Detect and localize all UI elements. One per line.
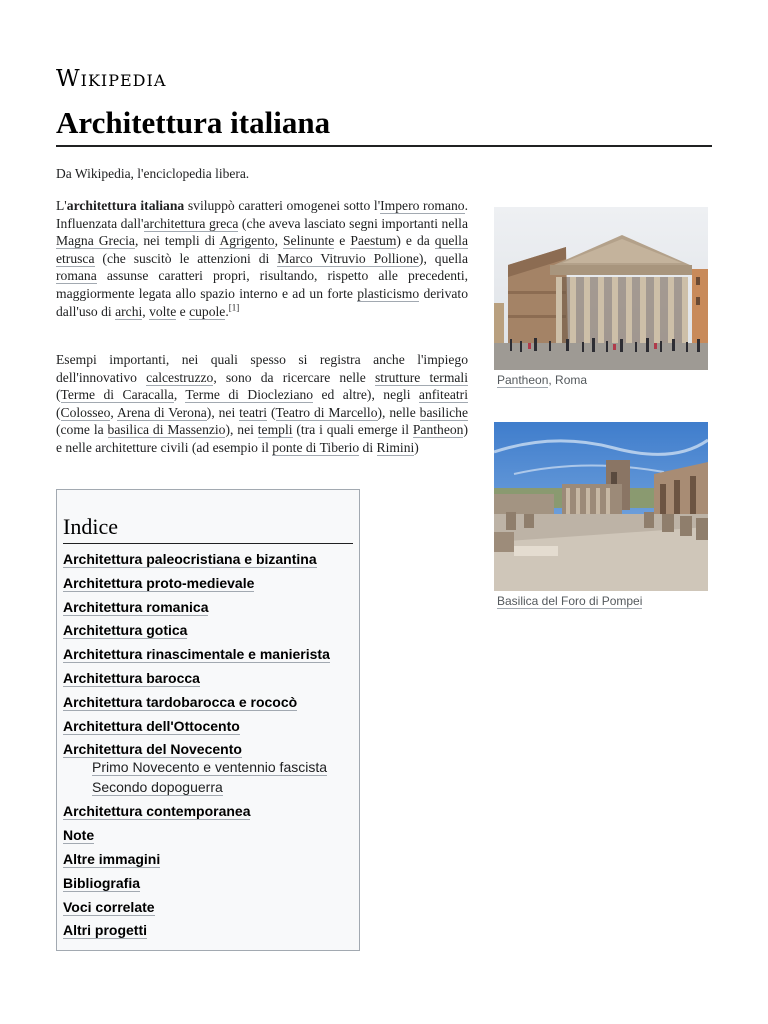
link-calcestruzzo[interactable]: calcestruzzo xyxy=(146,369,214,385)
link-ponte-tiberio[interactable]: ponte di Tiberio xyxy=(272,439,360,455)
text: , xyxy=(173,387,186,403)
toc-list xyxy=(63,549,330,944)
toc-item-label[interactable]: Architettura rinascimentale e manierista xyxy=(63,646,330,663)
text: , sono da ricercare nelle xyxy=(213,369,376,385)
toc-item[interactable] xyxy=(63,801,330,825)
link-architettura-greca[interactable]: architettura greca xyxy=(143,215,239,231)
link-vitruvio[interactable]: Marco Vitruvio Pollione xyxy=(277,250,419,266)
toc-item[interactable] xyxy=(63,549,330,573)
toc-item[interactable] xyxy=(63,668,330,692)
link-arena-verona[interactable]: Arena di Verona xyxy=(116,404,207,420)
text: ( xyxy=(267,404,276,420)
caption-link-basilica[interactable]: Basilica del Foro di Pompei xyxy=(497,594,643,608)
toc-item-label[interactable]: Altre immagini xyxy=(63,850,161,867)
link-magna-grecia[interactable]: Magna Grecia xyxy=(56,233,135,249)
link-paestum[interactable]: Paestum xyxy=(350,233,397,249)
text: ( xyxy=(56,404,61,420)
text: , xyxy=(274,233,283,249)
toc-item-label[interactable]: Altri progetti xyxy=(63,922,147,939)
link-impero-romano[interactable]: Impero romano xyxy=(380,198,465,213)
caption-link-pantheon[interactable]: Pantheon xyxy=(497,373,549,387)
toc-subitem-label[interactable]: Secondo dopoguerra xyxy=(92,778,223,795)
text: . xyxy=(225,303,229,319)
toc-item-label[interactable]: Architettura contemporanea xyxy=(63,803,251,820)
toc-item-label[interactable]: Architettura paleocristiana e bizantina xyxy=(63,551,317,567)
link-terme-caracalla[interactable]: Terme di Caracalla xyxy=(60,387,174,403)
table-of-contents xyxy=(56,489,360,951)
basilica-image[interactable] xyxy=(494,422,708,591)
text: L' xyxy=(56,198,67,213)
toc-subitem-label[interactable]: Primo Novecento e ventennio fascista xyxy=(92,759,328,776)
text: (che aveva lasciato segni importanti nella xyxy=(238,215,468,231)
toc-item[interactable] xyxy=(63,920,330,944)
text: , nei templi di xyxy=(134,233,220,249)
toc-item[interactable] xyxy=(63,849,330,873)
toc-item[interactable] xyxy=(63,716,330,740)
basilica-illustration xyxy=(494,422,708,591)
text: Esempi importanti, nei quali spesso si registra anche l'impiego dell'innovativo xyxy=(56,352,468,385)
wikipedia-logo[interactable]: Wikipedia xyxy=(56,66,167,92)
toc-item-label[interactable]: Architettura del Novecento xyxy=(63,741,242,758)
toc-item-label[interactable]: Architettura tardobarocca e rococò xyxy=(63,693,298,710)
toc-item[interactable] xyxy=(63,825,330,849)
toc-subsection-group xyxy=(63,758,330,797)
text: , xyxy=(142,303,150,319)
link-teatri[interactable]: teatri xyxy=(239,404,268,420)
text: e xyxy=(176,303,190,319)
toc-item-label[interactable]: Bibliografia xyxy=(63,874,141,891)
link-pantheon[interactable]: Pantheon xyxy=(412,422,464,438)
link-quella-etrusca[interactable]: quella etrusca xyxy=(56,233,468,266)
link-romana[interactable]: romana xyxy=(56,268,97,284)
toc-item-label[interactable]: Architettura barocca xyxy=(63,669,200,686)
toc-item[interactable] xyxy=(63,597,330,621)
text: ( xyxy=(56,387,61,403)
toc-sublist xyxy=(63,758,330,797)
text: ), nei xyxy=(225,422,258,438)
text: e xyxy=(334,233,351,249)
link-templi[interactable]: templi xyxy=(257,422,293,438)
toc-item[interactable] xyxy=(63,739,330,758)
toc-item-label[interactable]: Architettura proto-medievale xyxy=(63,574,255,591)
toc-item[interactable] xyxy=(63,873,330,897)
reference-1[interactable]: [1] xyxy=(228,302,240,313)
link-basiliche[interactable]: basiliche xyxy=(419,404,468,420)
toc-item[interactable] xyxy=(63,620,330,644)
text: ), nei xyxy=(206,404,240,420)
link-volte[interactable]: volte xyxy=(149,303,177,319)
link-rimini[interactable]: Rimini xyxy=(376,439,415,455)
toc-item-label[interactable]: Architettura romanica xyxy=(63,598,209,615)
toc-item[interactable] xyxy=(63,573,330,597)
link-selinunte[interactable]: Selinunte xyxy=(282,233,335,249)
toc-item[interactable] xyxy=(63,644,330,668)
toc-title: Indice xyxy=(63,514,118,539)
toc-item[interactable] xyxy=(63,692,330,716)
pantheon-illustration xyxy=(494,207,708,370)
text: ) xyxy=(414,439,419,455)
caption-text: , Roma xyxy=(548,373,588,387)
text: (come la xyxy=(56,422,108,438)
text: ), nelle xyxy=(377,404,420,420)
toc-item-label[interactable]: Architettura gotica xyxy=(63,622,188,639)
text: (tra i quali emerge il xyxy=(292,422,413,438)
toc-item-label[interactable]: Voci correlate xyxy=(63,898,155,915)
text: assunse caratteri propri, risultando, rispetto alle precedenti, maggiormente legata allo spazio interno e ad un forte xyxy=(56,268,468,301)
toc-item-label[interactable]: Architettura dell'Ottocento xyxy=(63,717,240,734)
pantheon-image[interactable] xyxy=(494,207,708,370)
toc-item[interactable] xyxy=(63,897,330,921)
text: ), quella xyxy=(418,250,468,266)
text: di xyxy=(359,439,377,455)
text: , xyxy=(110,404,117,420)
link-basilica-massenzio[interactable]: basilica di Massenzio xyxy=(107,422,226,438)
figure-pantheon xyxy=(494,207,708,387)
link-agrigento[interactable]: Agrigento xyxy=(219,233,275,249)
text: derivato dall'uso di xyxy=(56,285,468,319)
figure-basilica-pompei xyxy=(494,422,708,608)
toc-item-label[interactable]: Note xyxy=(63,827,95,844)
link-colosseo[interactable]: Colosseo xyxy=(60,404,111,420)
link-cupole[interactable]: cupole xyxy=(189,303,226,319)
figure-caption xyxy=(494,594,708,608)
toc-subitem[interactable] xyxy=(92,778,330,798)
link-anfiteatri[interactable]: anfiteatri xyxy=(418,387,468,403)
tagline: Da Wikipedia, l'enciclopedia libera. xyxy=(56,166,250,181)
text: (che suscitò le attenzioni di xyxy=(94,250,278,266)
text: ) e da xyxy=(396,233,435,249)
link-archi[interactable]: archi xyxy=(115,303,143,319)
link-teatro-marcello[interactable]: Teatro di Marcello xyxy=(275,404,378,420)
text: ed altre), negli xyxy=(313,387,419,403)
bold-term: architettura italiana xyxy=(66,198,185,213)
text: . Influenzata dall' xyxy=(56,198,468,231)
link-strutture-termali[interactable]: strutture termali xyxy=(375,369,468,385)
toc-divider xyxy=(63,543,353,544)
link-plasticismo[interactable]: plasticismo xyxy=(357,285,420,301)
examples-paragraph xyxy=(56,351,468,457)
intro-paragraph xyxy=(56,197,468,320)
toc-subitem[interactable] xyxy=(92,758,330,778)
page-title: Architettura italiana xyxy=(56,105,712,147)
text: ) e nelle architetture civili (ad esempio il xyxy=(56,422,468,455)
link-terme-diocleziano[interactable]: Terme di Diocleziano xyxy=(185,387,314,403)
text: sviluppò caratteri omogenei sotto l' xyxy=(184,198,381,213)
figure-caption xyxy=(494,373,708,387)
